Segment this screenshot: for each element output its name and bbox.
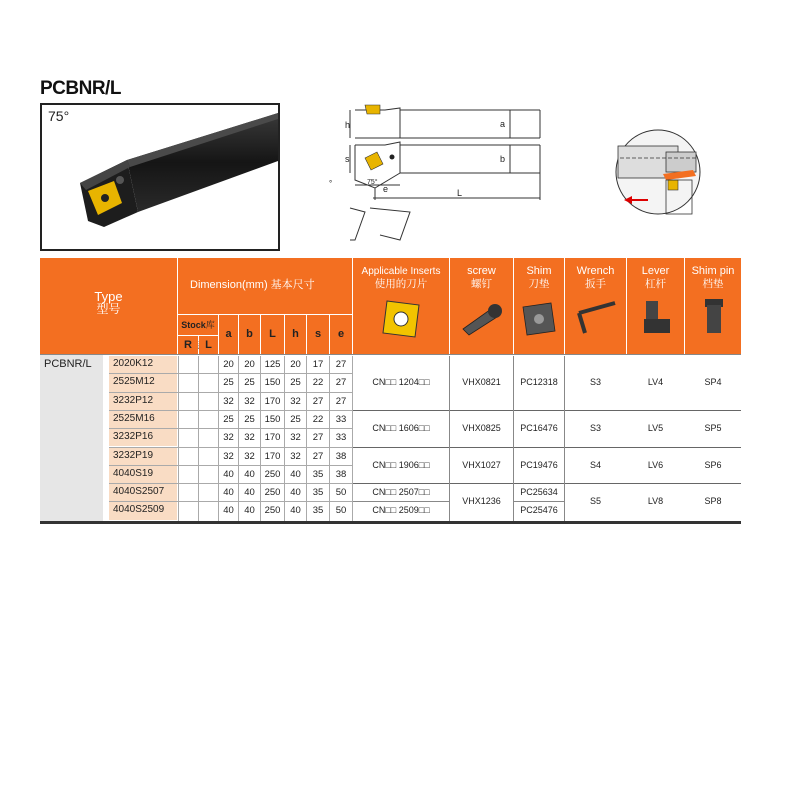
dim-cell: 27 <box>312 395 324 407</box>
insert-icon <box>379 297 423 341</box>
dim-cell: 27 <box>335 377 347 389</box>
row-divider <box>109 465 353 466</box>
wrench-header-cn: 扳手 <box>585 278 606 290</box>
column-divider <box>198 356 199 521</box>
dim-cell: 40 <box>244 505 255 517</box>
dim-cell: 27 <box>335 359 347 370</box>
stock-R-header: R <box>178 336 198 354</box>
model-cell: 3232P12 <box>109 393 177 410</box>
shimpin-code: SP4 <box>704 377 722 388</box>
dim-cell: 25 <box>223 377 234 389</box>
model-cell: 3232P16 <box>109 429 177 446</box>
group-divider <box>353 447 741 448</box>
dim-cell: 25 <box>244 413 255 425</box>
column-divider <box>260 356 261 521</box>
wrench-header <box>565 258 626 354</box>
lever-code: LV6 <box>647 459 664 470</box>
dim-cell: 40 <box>290 505 301 517</box>
dim-cell: 32 <box>244 432 255 444</box>
dim-h-header: h <box>285 315 306 354</box>
dim-cell: 170 <box>264 432 281 444</box>
row-divider <box>109 447 353 448</box>
dim-cell: 50 <box>335 487 347 499</box>
dim-e-label: e <box>383 184 389 194</box>
detail-view <box>608 128 708 218</box>
dim-cell: 40 <box>223 505 234 517</box>
dim-cell: 40 <box>290 487 301 499</box>
model-cell: 2525M16 <box>109 411 177 428</box>
dim-cell: 25 <box>290 377 301 389</box>
row-divider <box>109 483 353 484</box>
dim-cell: 20 <box>223 359 234 370</box>
dim-e-header: e <box>330 315 352 354</box>
lever-header-cn: 杠杆 <box>645 278 666 290</box>
dim-cell: 150 <box>264 377 281 389</box>
shim-icon <box>517 295 561 341</box>
dim-cell: 17 <box>312 359 324 370</box>
dim-cell: 32 <box>244 450 255 462</box>
type-header-cn: 型号 <box>96 302 121 316</box>
dim-cell: 25 <box>223 413 234 425</box>
model-cell: 2020K12 <box>109 356 177 373</box>
wrench-header-en: Wrench <box>576 265 615 277</box>
screw-code: VHX0821 <box>462 377 501 388</box>
column-divider <box>178 356 179 521</box>
insert-code: CN□□ 2507□□ <box>372 487 430 498</box>
inserts-header-en: Applicable Inserts <box>361 266 441 277</box>
shimpin-code: SP5 <box>704 423 722 434</box>
dim-cell: 25 <box>244 377 255 389</box>
dim-cell: 32 <box>290 432 301 444</box>
family-label: PCBNR/L <box>44 358 92 370</box>
stock-header-en: Stock <box>181 320 206 330</box>
dim-s-header: s <box>307 315 329 354</box>
dim-cell: 20 <box>244 359 255 370</box>
dim-cell: 250 <box>264 487 281 499</box>
shimpin-icon <box>693 295 733 341</box>
wrench-code: S4 <box>589 459 601 470</box>
model-cell: 4040S2507 <box>109 484 177 501</box>
table-bottom-border <box>40 521 741 524</box>
shim-code: PC16476 <box>520 423 558 434</box>
dim-cell: 20 <box>290 359 301 370</box>
dim-cell: 35 <box>312 468 324 480</box>
dim-cell: 40 <box>244 487 255 499</box>
dim-deg-label: ° <box>329 179 333 188</box>
shimpin-header-cn: 档垫 <box>702 278 724 290</box>
sub-row-divider <box>353 501 449 502</box>
group-divider <box>353 410 741 411</box>
wrench-code: S3 <box>589 377 601 388</box>
model-cell: 3232P19 <box>109 448 177 465</box>
dim-h-label: h <box>345 120 351 130</box>
dim-cell: 40 <box>290 468 301 480</box>
stock-header <box>178 315 218 335</box>
column-divider <box>284 356 285 521</box>
dim-cell: 32 <box>223 450 234 462</box>
row-divider <box>109 410 353 411</box>
lever-code: LV4 <box>647 377 664 388</box>
stock-L-header: L <box>199 336 218 354</box>
shim-header <box>514 258 564 354</box>
screw-code: VHX0825 <box>462 423 501 434</box>
row-divider <box>109 501 353 502</box>
shimpin-header-en: Shim pin <box>691 265 735 277</box>
dimension-header <box>178 258 352 314</box>
dim-cell: 32 <box>244 395 255 407</box>
shim-code: PC12318 <box>520 377 558 388</box>
dim-cell: 35 <box>312 487 324 499</box>
dim-L-header: L <box>261 315 284 354</box>
lever-header <box>627 258 684 354</box>
screw-code: VHX1027 <box>462 459 501 470</box>
wrench-code: S5 <box>589 496 601 507</box>
lever-code: LV5 <box>647 423 664 434</box>
model-cell: 2525M12 <box>109 374 177 391</box>
dim-cell: 32 <box>223 395 234 407</box>
dim-cell: 27 <box>312 450 324 462</box>
tool-holder-photo <box>40 103 280 251</box>
group-divider <box>353 483 741 484</box>
header-divider <box>40 354 741 355</box>
dim-cell: 32 <box>290 395 301 407</box>
dim-cell: 22 <box>312 413 324 425</box>
dim-a-header: a <box>219 315 238 354</box>
dim-cell: 170 <box>264 395 281 407</box>
dimension-drawing <box>325 100 555 250</box>
lever-icon <box>634 295 678 341</box>
dim-cell: 25 <box>290 413 301 425</box>
column-divider <box>218 356 219 521</box>
type-header-en: Type <box>94 289 123 304</box>
dim-b-label: b <box>500 154 506 164</box>
row-divider <box>109 373 353 374</box>
model-cell: 4040S19 <box>109 466 177 483</box>
dim-s-label: s <box>345 154 350 164</box>
dim-cell: 150 <box>264 413 281 425</box>
dim-L-label: L <box>457 188 463 198</box>
dim-cell: 40 <box>223 468 234 480</box>
type-header <box>40 258 177 354</box>
dimension-header-label: Dimension(mm) 基本尺寸 <box>190 279 315 291</box>
dim-cell: 170 <box>264 450 281 462</box>
screw-header <box>450 258 513 354</box>
lever-code: LV8 <box>647 496 664 507</box>
sub-row-divider <box>514 501 564 502</box>
column-divider <box>564 356 565 521</box>
insert-code: CN□□ 1606□□ <box>372 423 430 434</box>
shim-code: PC25476 <box>520 505 558 516</box>
dim-cell: 32 <box>223 432 234 444</box>
inserts-header-cn: 使用的刀片 <box>374 278 428 290</box>
wrench-code: S3 <box>589 423 601 434</box>
dim-b-header: b <box>239 315 260 354</box>
dim-cell: 50 <box>335 505 347 517</box>
dim-cell: 250 <box>264 468 281 480</box>
shim-code: PC25634 <box>520 487 558 498</box>
dim-cell: 40 <box>223 487 234 499</box>
insert-code: CN□□ 2509□□ <box>372 505 430 516</box>
row-divider <box>109 428 353 429</box>
dim-cell: 27 <box>335 395 347 407</box>
dim-cell: 32 <box>290 450 301 462</box>
shim-code: PC19476 <box>520 459 558 470</box>
insert-code: CN□□ 1204□□ <box>372 377 430 388</box>
column-divider <box>513 356 514 521</box>
dim-cell: 22 <box>312 377 324 389</box>
screw-code: VHX1236 <box>462 496 501 507</box>
tool-holder-image <box>42 105 278 249</box>
column-divider <box>449 356 450 521</box>
shimpin-code: SP6 <box>704 459 722 470</box>
wrench-icon <box>571 295 621 341</box>
screw-icon <box>457 295 507 341</box>
row-divider <box>109 392 353 393</box>
dim-cell: 35 <box>312 505 324 517</box>
shimpin-code: SP8 <box>704 496 722 507</box>
column-divider <box>329 356 330 521</box>
dim-cell: 27 <box>312 432 324 444</box>
model-cell: 4040S2509 <box>109 502 177 519</box>
stock-header-cn: 库 <box>205 320 215 330</box>
column-divider <box>238 356 239 521</box>
dim-cell: 250 <box>264 505 281 517</box>
approach-angle-label: 75° <box>48 108 70 124</box>
screw-header-cn: 螺钉 <box>471 278 492 290</box>
dim-cell: 33 <box>335 432 347 444</box>
dim-cell: 33 <box>335 413 347 425</box>
dim-cell: 38 <box>335 450 347 462</box>
shim-header-en: Shim <box>526 265 552 277</box>
dim-a-label: a <box>500 119 506 129</box>
inserts-header <box>353 258 449 354</box>
page-title: PCBNR/L <box>40 78 121 99</box>
dim-cell: 40 <box>244 468 255 480</box>
lever-header-en: Lever <box>641 265 670 277</box>
insert-code: CN□□ 1906□□ <box>372 459 430 470</box>
kr-angle-label: 75° <box>367 179 378 186</box>
family-cell <box>40 355 103 521</box>
screw-header-en: screw <box>467 265 496 277</box>
shimpin-header <box>685 258 741 354</box>
dim-cell: 125 <box>264 359 281 370</box>
dim-cell: 38 <box>335 468 347 480</box>
column-divider <box>306 356 307 521</box>
shim-header-cn: 刀垫 <box>528 278 550 290</box>
